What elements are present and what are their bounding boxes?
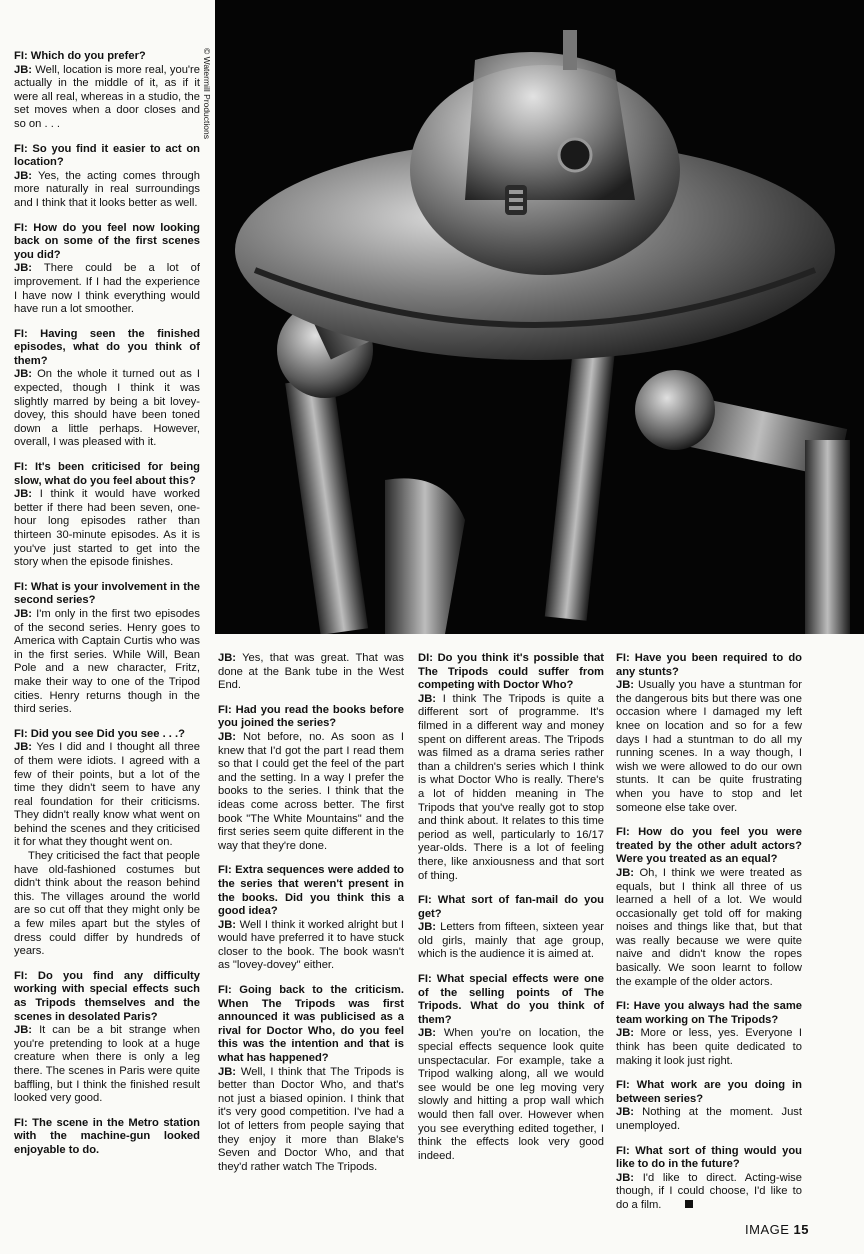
answer [616,1027,802,1066]
column-3 [418,652,604,1174]
question: FI: How do you feel now looking back on some of the first scenes you did? [14,221,200,261]
answer [218,919,404,972]
qa-block [14,328,200,450]
question: FI: The scene in the Metro station with the machine-gun looked enjoyable to do. [14,1116,200,1156]
question: FI: It's been criticised for being slow, what do you feel about this? [14,461,200,487]
answer [14,488,200,568]
answer [14,741,200,848]
qa-block [418,652,604,883]
qa-block [616,1000,802,1068]
qa-block [14,50,200,132]
answer-text: Usually you have a stuntman for the dangerous bits but there was one occasion where I damaged my left knee on location and so for a few days I had a stuntman to do all my running scenes. In a way though, I wish we were allowed to do our own stunts. It can be quite frustrating when you have to stop and let someone else take over. [616,679,802,814]
qa-block [14,461,200,570]
qa-block [218,864,404,973]
qa-block [218,652,404,693]
answer-text: Well, I think that The Tripods is better than Doctor Who, and that's not just a biased opinion. I think that it's very good competition. I've had a lot of letters from people saying that they enjoy it more than Blake's Seven and Doctor Who, and that they'd rather watch The Tripods. [218,1065,404,1173]
qa-block [616,826,802,989]
question: FI: What sort of thing would you like to do in the future? [616,1144,802,1171]
answer [418,921,604,960]
qa-block [14,1117,200,1158]
answer-text: More or less, yes. Everyone I think has been quite dedicated to making it look just right. [616,1027,803,1067]
answer-text: On the whole it turned out as I expected, though I think it was slightly marred by being a bit lovey-dovey, this should have been toned down a little perhaps. However, overall, I was pleased with it. [14,368,200,449]
answer-text: I think it would have worked better if there had been seven, one-hour long episodes rather than thirteen 30-minute episodes. As it is you've just started to get into the story when the episode finishes. [14,488,200,569]
speaker-label: JB: [616,866,635,879]
question: FI: What sort of fan-mail do you get? [418,894,604,920]
speaker-label: JB: [14,262,33,275]
tripod-illustration [215,0,864,634]
answer-text: There could be a lot of improvement. If I had the experience I have now I think everything would have run a lot smoother. [14,262,201,316]
tripod-photo [215,0,864,634]
speaker-label: JB: [14,1024,33,1037]
answer-text: Not before, no. As soon as I knew that I'd got the part I read them so that I could get the feel of the part and the setting. In a way I prefer the books to the series. I think that the ideas come across better. The first book "The White Mountains" and the first series seem quite different in the way that they're done. [218,730,404,852]
answer [14,608,200,715]
qa-block [14,581,200,717]
answer [616,1172,802,1211]
answer [418,1027,604,1161]
speaker-label: JB: [418,1027,437,1040]
question: FI: Had you read the books before you joined the series? [218,703,404,730]
answer-text: Yes I did and I thought all three of them were idiots. I agreed with a few of their points, but a lot of the time they didn't seem to have any real foundation for their criticisms. They didn't really know what went on behind the scenes and they criticised it for what they thought went on. [14,741,200,849]
answer-text: I think The Tripods is quite a different sort of programme. It's filmed in a different way and money spent on different areas. The Tripods was filmed as a drama series rather than a children's series which I think is what Doctor Who is really. There's a lot of hidden meaning in The Tripods that you've really got to stop and think about. It relates to this time period as well, particularly to 16/17 year-olds. There is a lot of feeling there, like anxiousness and that sort of thing. [418,692,604,882]
qa-block [616,652,802,815]
end-mark-icon [685,1200,693,1208]
speaker-label: JB: [218,652,237,664]
answer [14,170,200,209]
answer [418,693,604,882]
answer-text: It can be a bit strange when you're pretending to look at a huge creature when there is only a leg there. The scenes in Paris were quite baffling, but I think the finished result looked very good. [14,1024,200,1105]
qa-block [14,143,200,211]
answer-text: Nothing at the moment. Just unemployed. [616,1106,803,1132]
question: FI: Do you find any difficulty working with special effects such as Tripods themselves and the scenes in desolated Paris? [14,969,200,1023]
qa-block [418,973,604,1163]
speaker-label: JB: [14,607,33,620]
speaker-label: JB: [14,169,33,182]
answer [14,368,200,448]
answer-text: Yes, that was great. That was done at the Bank tube in the West End. [218,652,404,692]
answer [616,1106,802,1132]
answer-text: I'm only in the first two episodes of the second series. Henry goes to America with Captain Curtis who was in the first series. While Will, Bean Pole and a new character, Fritz, make their way to one of the Tripod cities. Henry returns though in the third series. [14,607,200,716]
question: FI: Did you see Did you see . . .? [14,727,185,740]
answer-text: Well I think it worked alright but I would have preferred it to have stuck closer to the book. The book wasn't as "lovey-dovey" either. [218,918,405,972]
speaker-label: JB: [14,368,33,381]
column-2 [218,652,404,1185]
speaker-label: JB: [218,1065,237,1078]
speaker-label: JB: [14,488,33,501]
question: FI: What work are you doing in between series? [616,1079,802,1105]
page-footer [745,1222,809,1237]
column-4 [616,652,802,1224]
answer [14,1024,200,1104]
speaker-label: JB: [616,679,635,692]
answer-text: Well, location is more real, you're actually in the middle of it, as if it were all real, whereas in a studio, the set moves when a door closes and so on . . . [14,63,200,130]
qa-block [14,222,200,317]
answer [14,262,200,315]
qa-block [218,704,404,854]
answer-text: I'd like to direct. Acting-wise though, if I could choose, I'd like to do a film. [616,1171,802,1211]
photo-credit: © Watermill Productions [202,48,212,139]
speaker-label: JB: [418,692,437,705]
qa-block [418,894,604,962]
question: FI: How do you feel you were treated by the other adult actors? Were you treated as an equal? [616,826,802,866]
answer-text: Oh, I think we were treated as equals, but I think all three of us learned a hell of a lot. We would occasionally get told off for making noises and things like that, but that was really because we were quite naive and didn't know the ropes basically. We soon learnt to follow the example of the older actors. [616,866,803,988]
speaker-label: JB: [616,1106,635,1119]
speaker-label: JB: [616,1171,635,1184]
question: FI: Going back to the criticism. When The Tripods was first announced it was publicised as a rival for Doctor Who, do you feel this was the intention and that is what has happened? [218,984,404,1065]
question: FI: Having seen the finished episodes, what do you think of them? [14,327,200,367]
speaker-label: JB: [218,918,237,931]
answer [14,64,200,130]
qa-block [616,1145,802,1213]
question: FI: Have you always had the same team working on The Tripods? [616,1000,802,1026]
speaker-label: JB: [14,741,33,754]
page-number: 15 [793,1222,809,1237]
answer-text: Letters from fifteen, sixteen year old girls, mainly that age group, which is the audience it is aimed at. [418,921,604,961]
answer-continued: They criticised the fact that people have old-fashioned costumes but didn't think about the reason behind this. The villages around the world are so cut off that they might only be a few miles apart but the styles of dress could differ by hundreds of years. [14,850,200,958]
answer [218,652,404,691]
question: DI: Do you think it's possible that The Tripods could suffer from competing with Doctor Who? [418,652,604,692]
column-1 [14,50,200,1169]
speaker-label: JB: [218,730,237,743]
answer [616,867,802,988]
answer-text: Yes, the acting comes through more naturally in real surroundings and I think that it looks better as well. [14,169,201,209]
question: FI: Extra sequences were added to the series that weren't present in the books. Did you think this a good idea? [218,864,404,918]
qa-block [616,1079,802,1133]
answer [218,1066,404,1173]
question: FI: What is your involvement in the second series? [14,580,200,607]
question: FI: Have you been required to do any stunts? [616,652,802,678]
answer [616,679,802,813]
question: FI: So you find it easier to act on location? [14,142,200,169]
qa-block [218,984,404,1174]
speaker-label: JB: [14,63,33,76]
qa-block [14,970,200,1106]
answer-text: When you're on location, the special effects sequence look quite unspectacular. For example, take a Tripod walking along, all we would see would be one leg moving very slowly and hitting a prop wall which would then fall over. However when you see everything edited together, I think the effects look very good indeed. [418,1027,604,1162]
speaker-label: JB: [418,921,437,934]
question: FI: What special effects were one of the selling points of The Tripods. What do you think of them? [418,973,604,1026]
answer [218,731,404,852]
speaker-label: JB: [616,1027,635,1040]
question: FI: Which do you prefer? [14,50,146,62]
qa-block [14,728,200,850]
magazine-name: IMAGE [745,1222,790,1237]
